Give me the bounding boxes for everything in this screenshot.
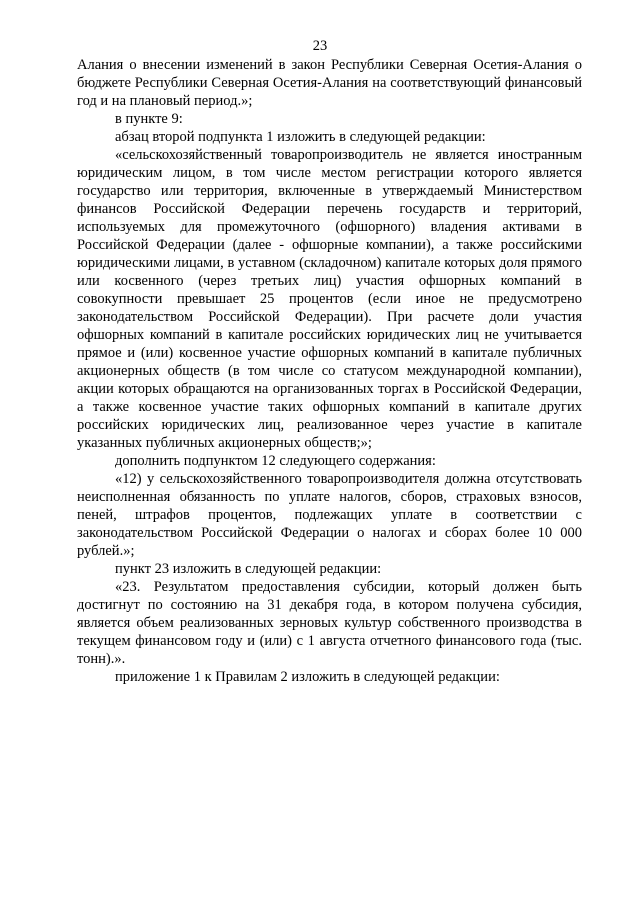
paragraph-item-23-instruction: пункт 23 изложить в следующей редакции: [115,561,382,577]
paragraph-subitem-12-text: «12) у сельскохозяйственного товаропроизводителя должна отсутствовать неисполненная обязанность по уплате налогов, сборов, страховых взносов, пеней, штрафов процентов, подлежащих уплате в соответствии с законодательством Российской Федерации о налогах и сборах более 10 000 рублей.»; [77,471,582,559]
paragraph-item-9: в пункте 9: [115,111,183,127]
paragraph-offshore-text: «сельскохозяйственный товаропроизводитель не является иностранным юридическим лицом, в том числе местом регистрации которого является государство или территория, включенные в утверждаемый Министерством финансов Российской Федерации перечень государств и территорий, используемых для промежуточного (офшорного) владения активами в Российской Федерации (далее - офшорные компании), а также российскими юридическими лицами, в уставном (складочном) капитале которых доля прямого или косвенного (через третьих лиц) участия офшорных компаний в совокупности превышает 25 процентов (если иное не предусмотрено законодательством Российской Федерации). При расчете доли участия офшорных компаний в капитале российских юридических лиц не учитывается прямое и (или) косвенное участие офшорных компаний в капитале публичных акционерных обществ (в том числе со статусом международной компании), акции которых обращаются на организованных торгах в Российской Федерации, а также косвенное участие таких офшорных компаний в капитале других российских юридических лиц, реализованное через участие в капитале указанных публичных акционерных обществ;»; [77,147,582,451]
paragraph-add-subitem-12: дополнить подпунктом 12 следующего содержания: [115,453,436,469]
paragraph-continuation: Алания о внесении изменений в закон Республики Северная Осетия-Алания о бюджете Республики Северная Осетия-Алания на соответствующий финансовый год и на плановый период.»; [77,57,582,109]
document-body [77,56,582,686]
paragraph-subitem-1-instruction: абзац второй подпункта 1 изложить в следующей редакции: [115,129,486,145]
paragraph-appendix-instruction: приложение 1 к Правилам 2 изложить в следующей редакции: [115,669,500,685]
paragraph-item-23-text: «23. Результатом предоставления субсидии, который должен быть достигнут по состоянию на 31 декабря года, в котором получена субсидия, является объем реализованных зерновых культур собственного производства в текущем финансовом году и (или) с 1 августа отчетного финансового года (тыс. тонн).». [77,579,582,667]
page-number: 23 [312,38,328,54]
